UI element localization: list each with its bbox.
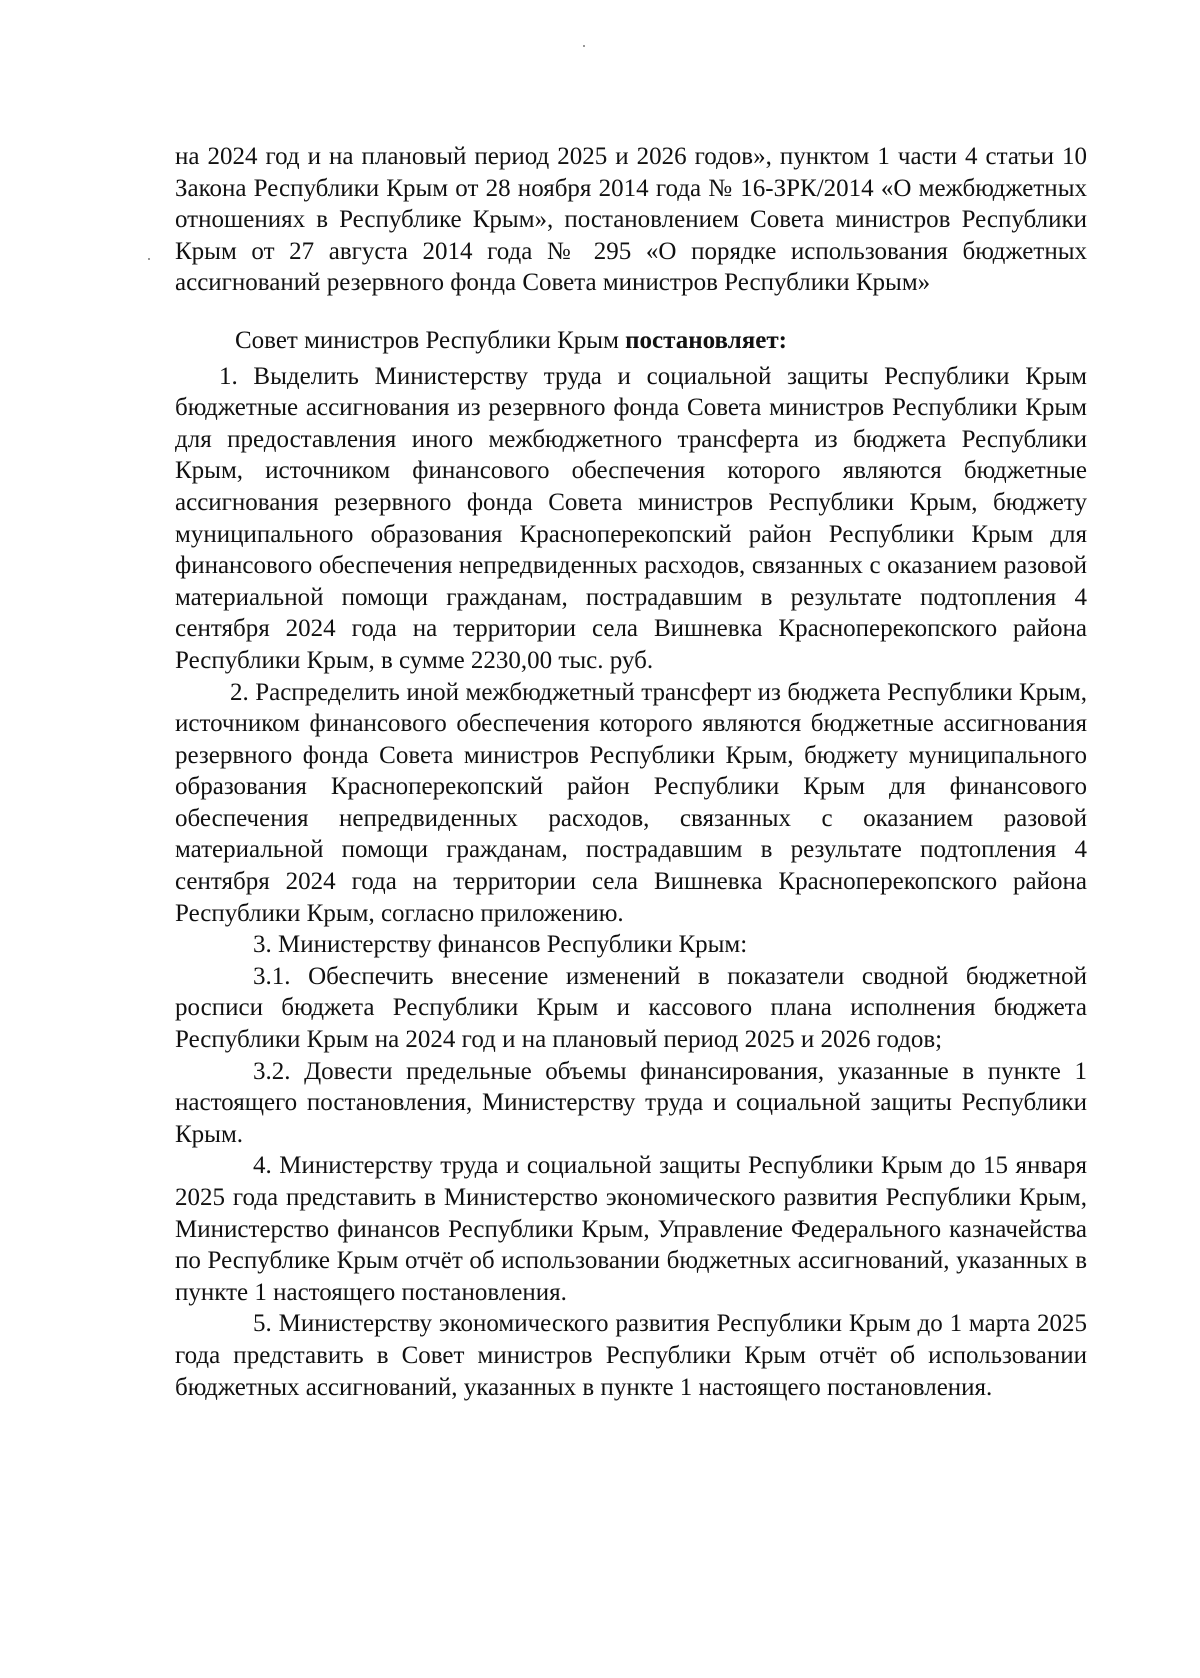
item-2-paragraph: 2. Распределить иной межбюджетный трансферт из бюджета Республики Крым, источником финансового обеспечения которого являются бюджетные ассигнования резервного фонда Совета министров Республики Крым, бюджету муниципального образования Красноперекопский район Республики Крым для финансового обеспечения непредвиденных расходов, связанных с оказанием разовой материальной помощи гражданам, пострадавшим в результате подтопления 4 сентября 2024 года на территории села Вишневка Красноперекопского района Республики Крым, согласно приложению. xyxy=(175,678,1087,927)
intro-paragraph: на 2024 год и на плановый период 2025 и 2026 годов», пунктом 1 части 4 статьи 10 Закона Республики Крым от 28 ноября 2014 года № 16-ЗРК/2014 «О межбюджетных отношениях в Республике Крым», постановлением Совета министров Республики Крым от 27 августа 2014 года № 295 «О порядке использования бюджетных ассигнований резервного фонда Совета министров Республики Крым» xyxy=(175,143,1087,297)
item-3-paragraph: 3. Министерству финансов Республики Крым: xyxy=(253,931,748,959)
scan-speck xyxy=(583,45,585,47)
decree-keyword: постановляет: xyxy=(625,326,787,354)
decree-lead: Совет министров Республики Крым xyxy=(235,326,626,354)
item-4-paragraph: 4. Министерству труда и социальной защиты Республики Крым до 15 января 2025 года представить в Министерство экономического развития Республики Крым, Министерство финансов Республики Крым, Управление Федерального казначейства по Республике Крым отчёт об использовании бюджетных ассигнований, указанных в пункте 1 настоящего постановления. xyxy=(175,1152,1087,1306)
decree-paragraph xyxy=(175,325,1087,357)
item-3-2-paragraph: 3.2. Довести предельные объемы финансирования, указанные в пункте 1 настоящего постановления, Министерству труда и социальной защиты Республики Крым. xyxy=(175,1057,1087,1148)
scan-speck xyxy=(148,258,150,260)
item-3-1-paragraph: 3.1. Обеспечить внесение изменений в показатели сводной бюджетной росписи бюджета Республики Крым и кассового плана исполнения бюджета Республики Крым на 2024 год и на плановый период 2025 и 2026 годов; xyxy=(175,962,1087,1054)
item-5-paragraph: 5. Министерству экономического развития Республики Крым до 1 марта 2025 года представить в Совет министров Республики Крым отчёт об использовании бюджетных ассигнований, указанных в пункте 1 настоящего постановления. xyxy=(175,1310,1087,1401)
item-1-paragraph: 1. Выделить Министерству труда и социальной защиты Республики Крым бюджетные ассигнования из резервного фонда Совета министров Республики Крым для предоставления иного межбюджетного трансферта из бюджета Республики Крым, источником финансового обеспечения которого являются бюджетные ассигнования резервного фонда Совета министров Республики Крым, бюджету муниципального образования Красноперекопский район Республики Крым для финансового обеспечения непредвиденных расходов, связанных с оказанием разовой материальной помощи гражданам, пострадавшим в результате подтопления 4 сентября 2024 года на территории села Вишневка Красноперекопского района Республики Крым, в сумме 2230,00 тыс. руб. xyxy=(175,362,1087,674)
document-body xyxy=(175,141,1087,1403)
